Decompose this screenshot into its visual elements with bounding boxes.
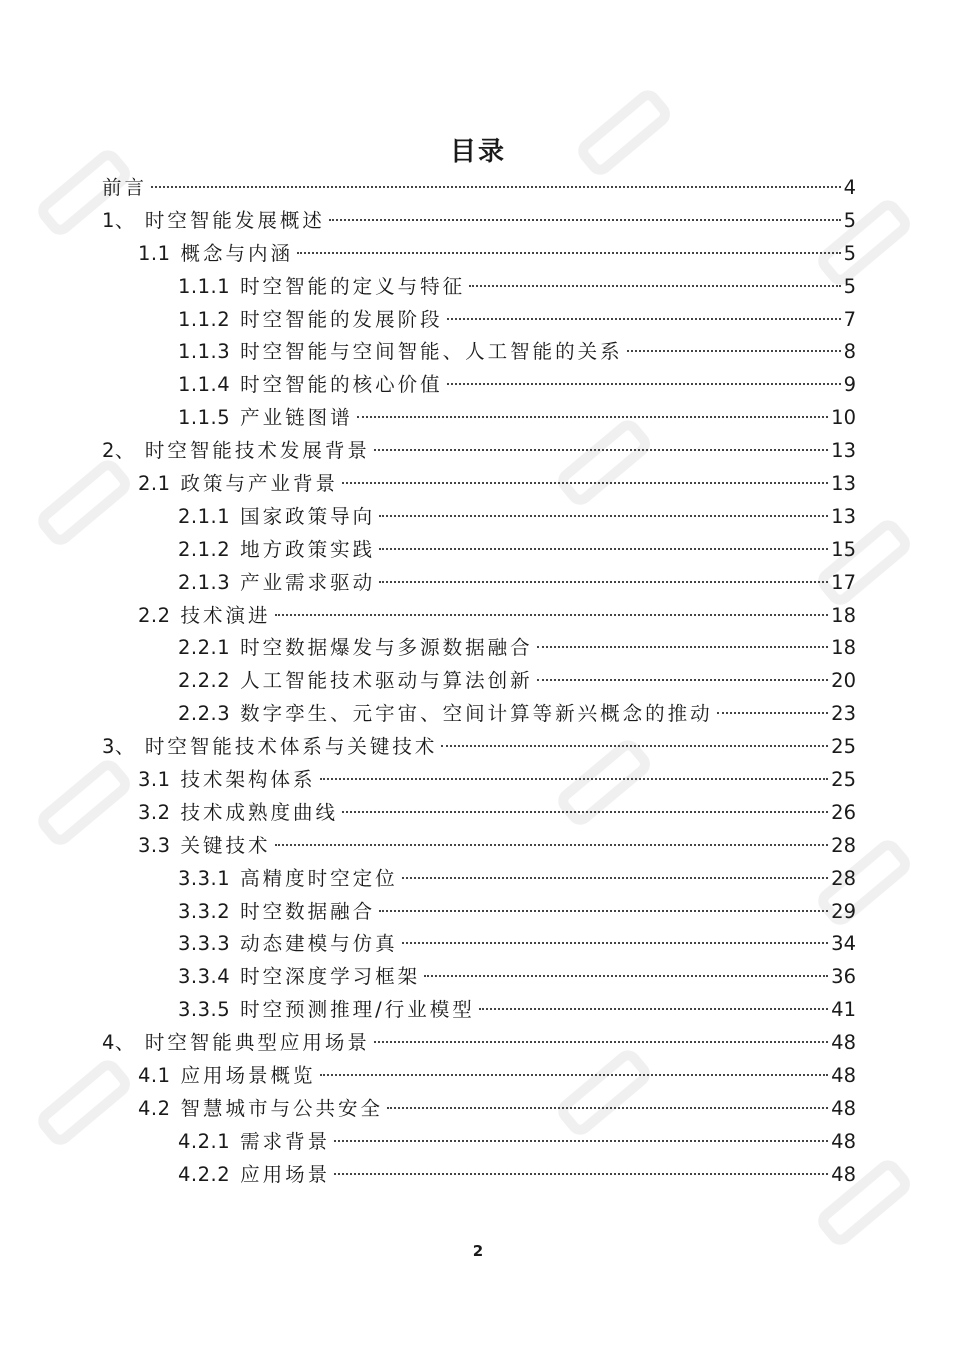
toc-leader-dots <box>275 844 829 846</box>
toc-entry-label: 人工智能技术驱动与算法创新 <box>240 669 533 693</box>
toc-entry-label: 技术演进 <box>180 603 271 627</box>
toc-entry-label: 时空数据融合 <box>240 899 376 923</box>
toc-leader-dots <box>479 1008 828 1010</box>
toc-entry-page: 13 <box>831 472 856 496</box>
toc-leader-dots <box>342 482 828 484</box>
toc-entry-number: 2.2.3 <box>178 702 231 726</box>
toc-entry-label: 时空深度学习框架 <box>240 965 421 989</box>
toc-entry-page: 25 <box>831 768 856 792</box>
toc-entry-page: 41 <box>831 998 856 1022</box>
toc-entry-page: 9 <box>843 373 856 397</box>
toc-entry-label: 时空智能与空间智能、人工智能的关系 <box>240 340 623 364</box>
toc-entry-label: 时空智能的发展阶段 <box>240 307 443 331</box>
toc-entry-label: 技术成熟度曲线 <box>180 800 339 824</box>
toc-entry-label: 技术架构体系 <box>180 768 316 792</box>
toc-leader-dots <box>537 679 829 681</box>
toc-entry-number: 4.2 <box>138 1096 171 1120</box>
toc-entry-page: 15 <box>831 537 856 561</box>
toc-entry-number: 4.1 <box>138 1064 171 1088</box>
toc-entry-number: 2.2 <box>138 603 171 627</box>
toc-entry-label: 时空智能典型应用场景 <box>144 1031 370 1055</box>
toc-entry[interactable] <box>102 567 856 600</box>
toc-entry[interactable] <box>102 731 856 764</box>
toc-leader-dots <box>717 712 829 714</box>
toc-entry-label: 产业需求驱动 <box>240 570 376 594</box>
toc-entry[interactable] <box>102 928 856 961</box>
toc-leader-dots <box>275 614 829 616</box>
toc-entry-label: 国家政策导向 <box>240 504 376 528</box>
toc-entry-number: 3.2 <box>138 800 171 824</box>
toc-entry-page: 8 <box>843 340 856 364</box>
toc-entry-number: 3.3.4 <box>178 965 231 989</box>
toc-entry[interactable] <box>102 205 856 238</box>
toc-entry-label: 动态建模与仿真 <box>240 932 398 956</box>
toc-entry-page: 48 <box>831 1096 856 1120</box>
toc-leader-dots <box>447 318 841 320</box>
toc-entry-number: 2.1.3 <box>178 570 231 594</box>
toc-entry-page: 13 <box>831 504 856 528</box>
toc-entry-page: 5 <box>843 208 856 232</box>
toc-entry-number: 3.3.5 <box>178 998 231 1022</box>
toc-entry[interactable] <box>102 632 856 665</box>
toc-entry-label: 应用场景概览 <box>180 1064 316 1088</box>
toc-entry-label: 时空数据爆发与多源数据融合 <box>240 636 533 660</box>
toc-entry-number: 2.2.2 <box>178 669 231 693</box>
toc-leader-dots <box>334 1140 828 1142</box>
toc-entry-page: 28 <box>831 866 856 890</box>
toc-leader-dots <box>374 449 828 451</box>
toc-entry[interactable] <box>102 830 856 863</box>
toc-entry-label: 时空智能发展概述 <box>144 208 325 232</box>
toc-entry-number: 1.1.4 <box>178 373 231 397</box>
toc-entry-label: 关键技术 <box>180 833 271 857</box>
toc-entry-number: 2.1.1 <box>178 504 231 528</box>
toc-leader-dots <box>379 515 828 517</box>
toc-entry[interactable] <box>102 1093 856 1126</box>
toc-entry[interactable] <box>102 698 856 731</box>
toc-entry-number: 1.1 <box>138 241 171 265</box>
toc-entry[interactable] <box>102 501 856 534</box>
toc-entry-page: 5 <box>843 241 856 265</box>
toc-entry[interactable] <box>102 336 856 369</box>
toc-leader-dots <box>329 219 841 221</box>
toc-leader-dots <box>297 252 841 254</box>
toc-entry-page: 5 <box>843 274 856 298</box>
toc-entry[interactable] <box>102 863 856 896</box>
toc-entry-page: 48 <box>831 1064 856 1088</box>
toc-entry[interactable] <box>102 600 856 633</box>
toc-leader-dots <box>627 350 841 352</box>
table-of-contents <box>102 172 856 1192</box>
toc-leader-dots <box>374 1041 828 1043</box>
toc-entry-number: 2.1.2 <box>178 537 231 561</box>
toc-entry-label: 高精度时空定位 <box>240 866 398 890</box>
toc-entry[interactable] <box>102 1060 856 1093</box>
toc-leader-dots <box>342 811 828 813</box>
toc-entry-page: 7 <box>843 307 856 331</box>
toc-entry-page: 10 <box>831 406 856 430</box>
toc-entry[interactable] <box>102 994 856 1027</box>
toc-entry[interactable] <box>102 534 856 567</box>
toc-entry-number: 2.1 <box>138 472 171 496</box>
toc-leader-dots <box>402 877 829 879</box>
toc-entry-number: 2、 <box>102 439 135 463</box>
toc-entry-page: 25 <box>831 735 856 759</box>
toc-leader-dots <box>320 778 829 780</box>
toc-entry[interactable] <box>102 172 856 205</box>
toc-entry-page: 34 <box>831 932 856 956</box>
toc-entry[interactable] <box>102 1159 856 1192</box>
toc-leader-dots <box>469 285 840 287</box>
toc-entry-number: 3.3.1 <box>178 866 231 890</box>
toc-entry-page: 13 <box>831 439 856 463</box>
toc-entry-page: 48 <box>831 1162 856 1186</box>
toc-leader-dots <box>334 1173 828 1175</box>
toc-entry-number: 3.3.2 <box>178 899 231 923</box>
toc-entry-label: 时空智能的核心价值 <box>240 373 443 397</box>
toc-entry[interactable] <box>102 304 856 337</box>
toc-entry[interactable] <box>102 271 856 304</box>
toc-entry-number: 3.3 <box>138 833 171 857</box>
toc-entry-number: 1.1.3 <box>178 340 231 364</box>
toc-entry-number: 1.1.1 <box>178 274 231 298</box>
toc-entry[interactable] <box>102 1126 856 1159</box>
toc-entry-number: 4、 <box>102 1031 135 1055</box>
toc-entry-page: 18 <box>831 603 856 627</box>
toc-entry-number: 1.1.5 <box>178 406 231 430</box>
toc-entry-label: 时空预测推理/行业模型 <box>240 998 475 1022</box>
toc-leader-dots <box>537 646 829 648</box>
toc-entry-label: 时空智能的定义与特征 <box>240 274 466 298</box>
toc-entry-page: 28 <box>831 833 856 857</box>
toc-entry[interactable] <box>102 238 856 271</box>
toc-entry-number: 1、 <box>102 208 135 232</box>
toc-entry-label: 前言 <box>102 176 148 199</box>
toc-entry-page: 17 <box>831 570 856 594</box>
toc-leader-dots <box>441 745 828 747</box>
toc-entry-number: 4.2.2 <box>178 1162 231 1186</box>
toc-entry-number: 3.1 <box>138 768 171 792</box>
toc-entry-label: 政策与产业背景 <box>180 472 339 496</box>
toc-entry[interactable] <box>102 435 856 468</box>
toc-entry[interactable] <box>102 896 856 929</box>
toc-leader-dots <box>379 581 828 583</box>
toc-entry-page: 18 <box>831 636 856 660</box>
toc-entry-page: 23 <box>831 702 856 726</box>
page-title: 目录 <box>449 137 506 167</box>
toc-entry-label: 需求背景 <box>240 1129 331 1153</box>
toc-entry-label: 概念与内涵 <box>180 241 294 265</box>
toc-entry[interactable] <box>102 468 856 501</box>
toc-leader-dots <box>151 186 841 188</box>
toc-entry-page: 20 <box>831 669 856 693</box>
toc-entry-number: 1.1.2 <box>178 307 231 331</box>
toc-entry-page: 36 <box>831 965 856 989</box>
toc-leader-dots <box>387 1107 828 1109</box>
toc-entry-number: 2.2.1 <box>178 636 231 660</box>
toc-leader-dots <box>447 383 841 385</box>
toc-entry[interactable] <box>102 1027 856 1060</box>
toc-leader-dots <box>357 416 829 418</box>
toc-entry-number: 4.2.1 <box>178 1129 231 1153</box>
toc-entry[interactable] <box>102 369 856 402</box>
toc-entry[interactable] <box>102 961 856 994</box>
toc-entry[interactable] <box>102 797 856 830</box>
toc-entry-label: 时空智能技术体系与关键技术 <box>144 735 438 759</box>
toc-entry-page: 29 <box>831 899 856 923</box>
toc-entry[interactable] <box>102 665 856 698</box>
toc-leader-dots <box>320 1074 829 1076</box>
toc-entry-label: 应用场景 <box>240 1162 331 1186</box>
toc-entry-page: 4 <box>843 176 856 199</box>
toc-entry-label: 智慧城市与公共安全 <box>180 1096 384 1120</box>
page-number: 2 <box>472 1242 484 1260</box>
toc-leader-dots <box>379 910 828 912</box>
toc-entry-number: 3、 <box>102 735 135 759</box>
toc-entry-label: 产业链图谱 <box>240 406 353 430</box>
toc-leader-dots <box>424 975 828 977</box>
toc-entry-label: 时空智能技术发展背景 <box>144 439 370 463</box>
toc-entry-page: 48 <box>831 1129 856 1153</box>
toc-entry-page: 26 <box>831 800 856 824</box>
toc-entry-number: 3.3.3 <box>178 932 231 956</box>
toc-leader-dots <box>402 942 829 944</box>
toc-entry-label: 地方政策实践 <box>240 537 376 561</box>
toc-entry[interactable] <box>102 402 856 435</box>
toc-entry-page: 48 <box>831 1031 856 1055</box>
toc-entry-label: 数字孪生、元宇宙、空间计算等新兴概念的推动 <box>240 702 713 726</box>
toc-entry[interactable] <box>102 764 856 797</box>
toc-leader-dots <box>379 548 828 550</box>
